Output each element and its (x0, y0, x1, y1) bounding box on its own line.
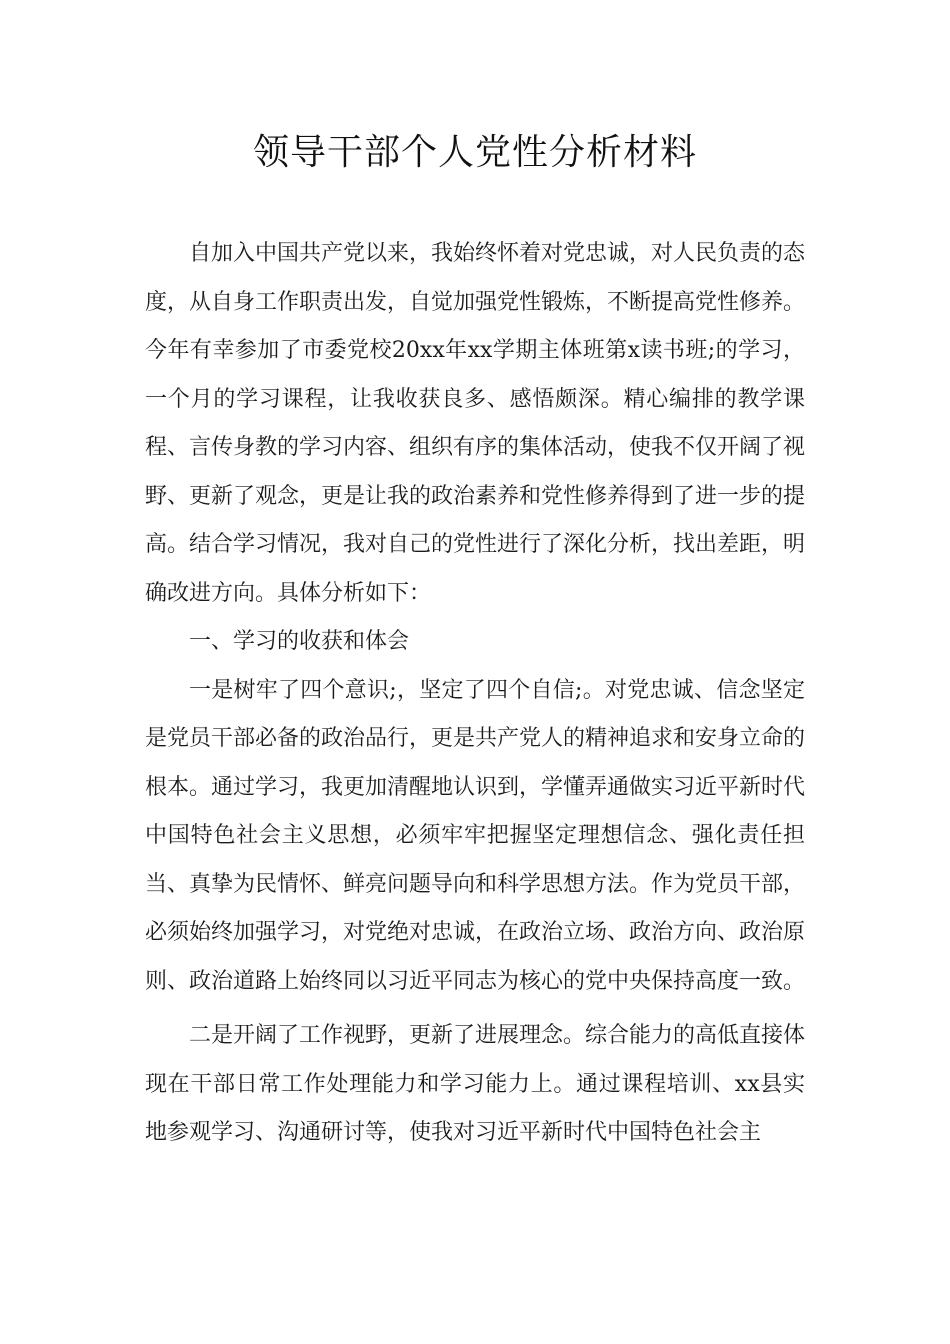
paragraph-intro: 自加入中国共产党以来，我始终怀着对党忠诚，对人民负责的态度，从自身工作职责出发，自觉加强党性锻炼，不断提高党性修养。今年有幸参加了市委党校20xx年xx学期主体班第x读书班;的学习，一个月的学习课程，让我收获良多、感悟颇深。精心编排的教学课程、言传身教的学习内容、组织有序的集体活动，使我不仅开阔了视野、更新了观念，更是让我的政治素养和党性修养得到了进一步的提高。结合学习情况，我对自己的党性进行了深化分析，找出差距，明确改进方向。具体分析如下： (145, 241, 806, 606)
paragraph-point-1: 一是树牢了四个意识;，坚定了四个自信;。对党忠诚、信念坚定是党员干部必备的政治品行，更是共产党人的精神追求和安身立命的根本。通过学习，我更加清醒地认识到，学懂弄通做实习近平新时代中国特色社会主义思想，必须牢牢把握坚定理想信念、强化责任担当、真挚为民情怀、鲜亮问题导向和科学思想方法。作为党员干部，必须始终加强学习，对党绝对忠诚，在政治立场、政治方向、政治原则、政治道路上始终同以习近平同志为核心的党中央保持高度一致。 (145, 677, 806, 994)
document-body (145, 230, 805, 1158)
paragraph-point-2: 二是开阔了工作视野，更新了进展理念。综合能力的高低直接体现在干部日常工作处理能力和学习能力上。通过课程培训、xx县实地参观学习、沟通研讨等，使我对习近平新时代中国特色社会主 (145, 1023, 806, 1145)
document-title: 领导干部个人党性分析材料 (252, 132, 697, 173)
section-heading-1: 一、学习的收获和体会 (189, 629, 410, 654)
